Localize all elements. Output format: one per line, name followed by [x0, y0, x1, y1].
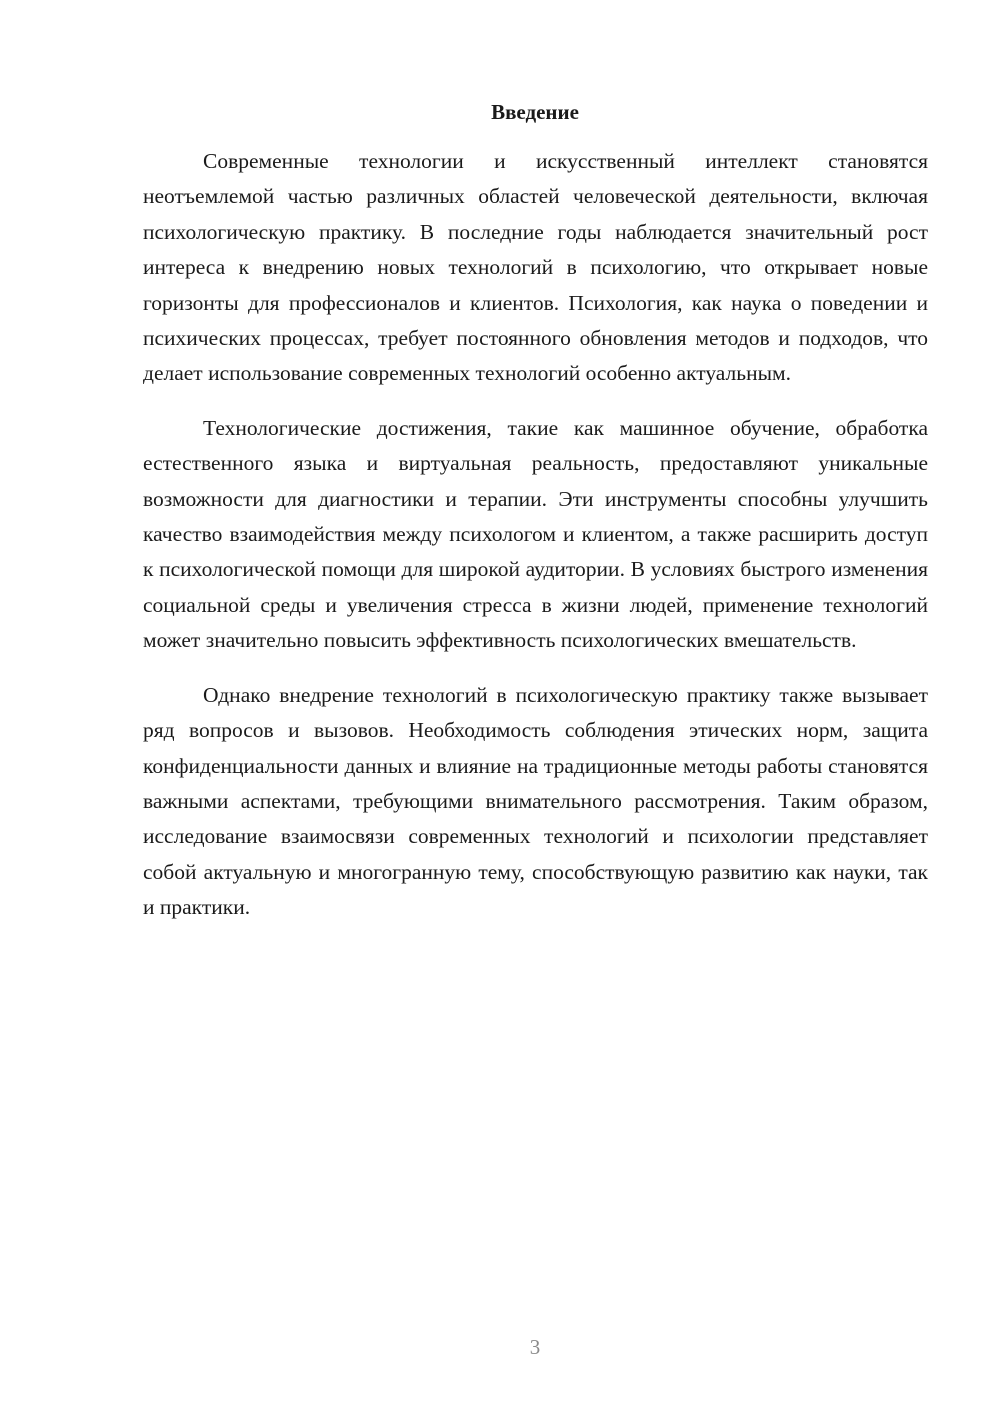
page-number: 3	[529, 1335, 541, 1359]
paragraph-3: Однако внедрение технологий в психологическую практику также вызывает ряд вопросов и вызовов. Необходимость соблюдения этических норм, защита конфиденциальности данных и влияние на традиционные методы работы становятся важными аспектами, требующими внимательного рассмотрения. Таким образом, исследование взаимосвязи современных технологий и психологии представляет собой актуальную и многогранную тему, способствующую развитию как науки, так и практики.	[143, 682, 928, 920]
section-title: Введение	[491, 100, 579, 124]
paragraph-2: Технологические достижения, такие как машинное обучение, обработка естественного языка и виртуальная реальность, предоставляют уникальные возможности для диагностики и терапии. Эти инструменты способны улучшить качество взаимодействия между психологом и клиентом, а также расширить доступ к психологической помощи для широкой аудитории. В условиях быстрого изменения социальной среды и увеличения стресса в жизни людей, применение технологий может значительно повысить эффективность психологических вмешательств.	[143, 415, 928, 653]
paragraph-1: Современные технологии и искусственный интеллект становятся неотъемлемой частью различных областей человеческой деятельности, включая психологическую практику. В последние годы наблюдается значительный рост интереса к внедрению новых технологий в психологию, что открывает новые горизонты для профессионалов и клиентов. Психология, как наука о поведении и психических процессах, требует постоянного обновления методов и подходов, что делает использование современных технологий особенно актуальным.	[143, 149, 928, 386]
body-text	[143, 144, 928, 945]
